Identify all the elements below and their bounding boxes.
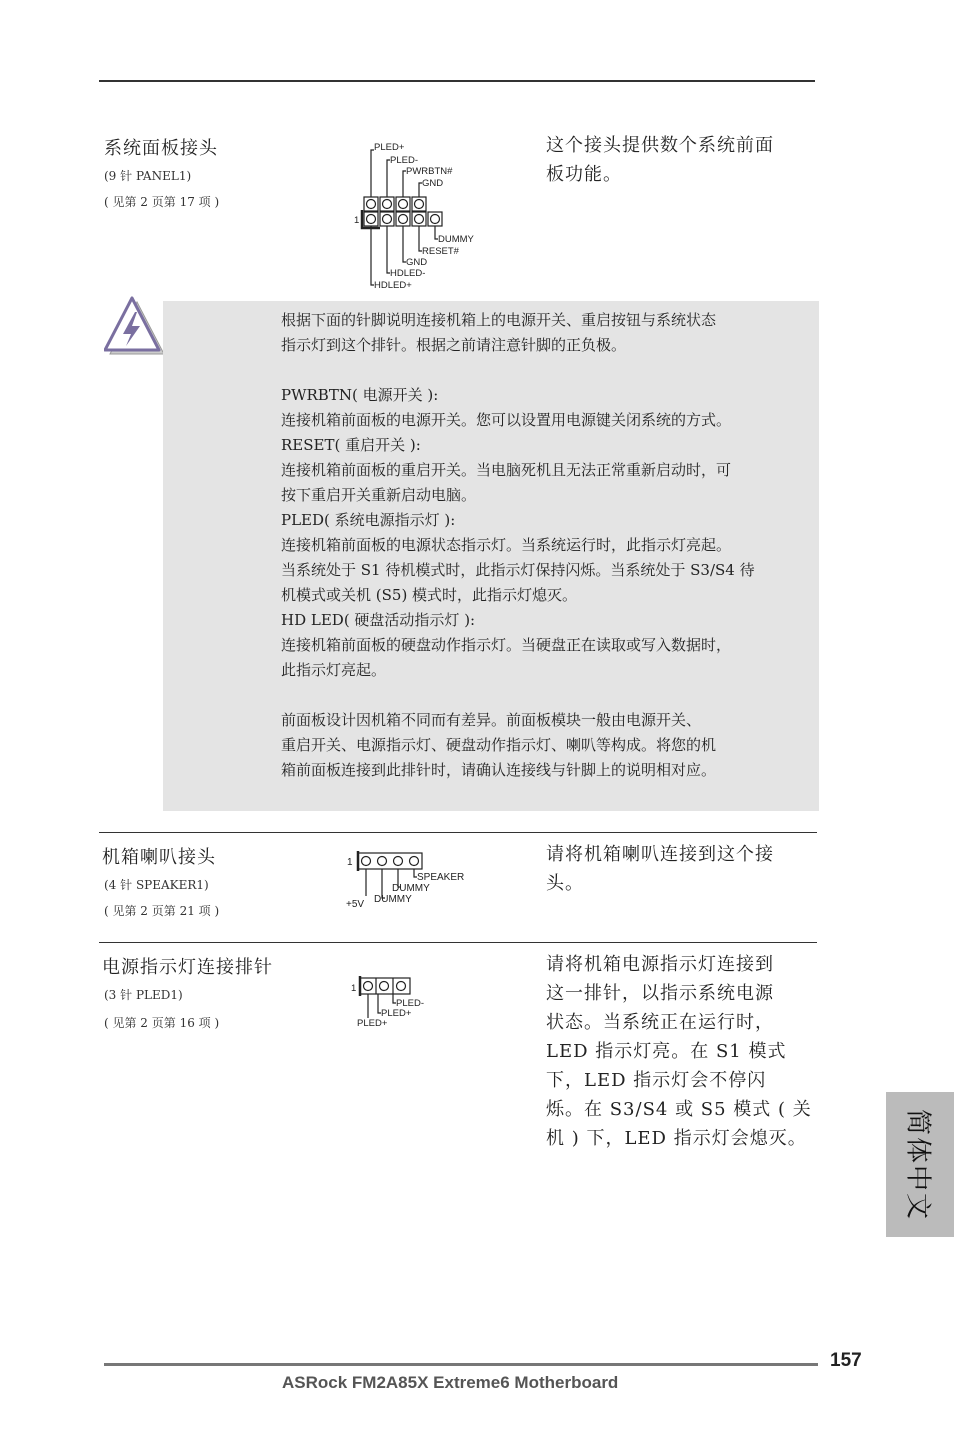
pin-label: DUMMY (392, 883, 430, 894)
pin (415, 200, 424, 209)
note-line (281, 683, 811, 708)
panel-title: 系统面板接头 (104, 138, 218, 159)
desc-line: LED 指示灯亮。在 S1 模式 (546, 1041, 787, 1062)
pled-ref: ( 见第 2 页第 16 项 ) (104, 1016, 220, 1030)
pin-label: PWRBTN# (406, 166, 453, 177)
pin1-marker (362, 210, 380, 228)
pled-description (546, 950, 812, 1153)
pin1-label: 1 (351, 983, 357, 994)
panel-pins: (9 针 PANEL1) (104, 169, 192, 183)
pin-label: GND (422, 178, 444, 189)
pin (367, 215, 376, 224)
desc-line: 请将机箱喇叭连接到这个接 (546, 844, 774, 865)
panel-ref: ( 见第 2 页第 17 项 ) (104, 195, 220, 209)
pin1-label: 1 (354, 215, 360, 226)
note-text (281, 308, 811, 783)
pin-label: PLED- (396, 998, 424, 1009)
note-line: 连接机箱前面板的电源开关。您可以设置用电源键关闭系统的方式。 (281, 411, 732, 429)
desc-line: 下，LED 指示灯会不停闪 (546, 1070, 767, 1091)
pin1-label: 1 (347, 857, 353, 868)
note-line: 机模式或关机 (S5) 模式时，此指示灯熄灭。 (281, 586, 578, 604)
note-line: 连接机箱前面板的硬盘动作指示灯。当硬盘正在读取或写入数据时， (281, 636, 732, 654)
pin-label: PLED+ (381, 1008, 412, 1019)
pin-label: DUMMY (438, 234, 474, 245)
pin (399, 215, 408, 224)
footer-product-name: ASRock FM2A85X Extreme6 Motherboard (282, 1373, 619, 1392)
section-rule (99, 832, 817, 833)
pin-label: HDLED+ (374, 280, 412, 291)
pled-pin-diagram (348, 974, 438, 1030)
pin-label: DUMMY (374, 894, 412, 905)
desc-line: 头。 (546, 873, 584, 894)
pin (380, 982, 389, 991)
desc-line: 机 ) 下，LED 指示灯会熄灭。 (546, 1128, 807, 1149)
side-tab-label: 简体中文 (902, 1108, 933, 1221)
leader-line (371, 150, 374, 197)
leader-line (371, 226, 374, 285)
desc-line: 这个接头提供数个系统前面 (546, 135, 774, 156)
note-line: HD LED( 硬盘活动指示灯 ): (281, 611, 476, 629)
pin (383, 215, 392, 224)
pin (415, 215, 424, 224)
pin-label: +5V (346, 899, 365, 910)
panel-description (546, 131, 774, 189)
pin-label: PLED+ (357, 1018, 388, 1029)
pin-label: GND (406, 257, 428, 268)
pin-label: SPEAKER (417, 872, 465, 883)
desc-line: 状态。当系统正在运行时， (546, 1012, 774, 1033)
pin (378, 857, 387, 866)
pin-label: HDLED- (390, 268, 426, 279)
pin-label: RESET# (422, 246, 459, 257)
desc-line: 板功能。 (546, 164, 622, 185)
pin (364, 982, 373, 991)
pin (431, 215, 440, 224)
pin-label: PLED+ (374, 142, 405, 153)
note-line: 连接机箱前面板的电源状态指示灯。当系统运行时，此指示灯亮起。 (281, 536, 732, 554)
page-number: 157 (830, 1350, 862, 1371)
note-line: 重启开关、电源指示灯、硬盘动作指示灯、喇叭等构成。将您的机 (281, 736, 717, 754)
note-line: PLED( 系统电源指示灯 ): (281, 511, 456, 529)
panel-pin-diagram (350, 138, 500, 294)
note-line: 指示灯到这个排针。根据之前请注意针脚的正负极。 (281, 336, 627, 354)
pled-title: 电源指示灯连接排针 (102, 957, 273, 978)
pin (383, 200, 392, 209)
desc-line: 烁。在 S3/S4 或 S5 模式 ( 关 (546, 1099, 812, 1120)
warning-lightning-icon (104, 296, 166, 358)
speaker-pins: (4 针 SPEAKER1) (104, 878, 209, 892)
footer-rule (104, 1363, 818, 1366)
pled-pins: (3 针 PLED1) (104, 988, 183, 1002)
note-line: 前面板设计因机箱不同而有差异。前面板模块一般由电源开关、 (281, 711, 702, 729)
desc-line: 请将机箱电源指示灯连接到 (546, 954, 774, 975)
speaker-description (546, 840, 774, 898)
note-line: 按下重启开关重新启动电脑。 (281, 486, 477, 504)
pin (394, 857, 403, 866)
pin (397, 982, 406, 991)
leader-line (387, 226, 390, 273)
pin (362, 857, 371, 866)
note-line: 连接机箱前面板的重启开关。当电脑死机且无法正常重新启动时，可 (281, 461, 732, 479)
speaker-pin-diagram (342, 848, 477, 912)
pin (367, 200, 376, 209)
pin (399, 200, 408, 209)
desc-line: 这一排针，以指示系统电源 (546, 983, 774, 1004)
pin-block (358, 853, 422, 869)
note-line: 此指示灯亮起。 (281, 661, 387, 679)
note-line: 根据下面的针脚说明连接机箱上的电源开关、重启按钮与系统状态 (281, 311, 717, 329)
pin-label: PLED- (390, 155, 418, 166)
speaker-ref: ( 见第 2 页第 21 项 ) (104, 904, 220, 918)
language-side-tab (886, 1092, 954, 1237)
note-line (281, 358, 811, 383)
note-line: PWRBTN( 电源开关 ): (281, 386, 439, 404)
pin-block (360, 978, 410, 994)
note-line: RESET( 重启开关 ): (281, 436, 421, 454)
pin (410, 857, 419, 866)
section-rule (99, 942, 817, 943)
note-line: 箱前面板连接到此排针时，请确认连接线与针脚上的说明相对应。 (281, 761, 717, 779)
note-line: 当系统处于 S1 待机模式时，此指示灯保持闪烁。当系统处于 S3/S4 待 (281, 561, 755, 579)
speaker-title: 机箱喇叭接头 (102, 847, 216, 868)
top-rule (99, 80, 815, 82)
